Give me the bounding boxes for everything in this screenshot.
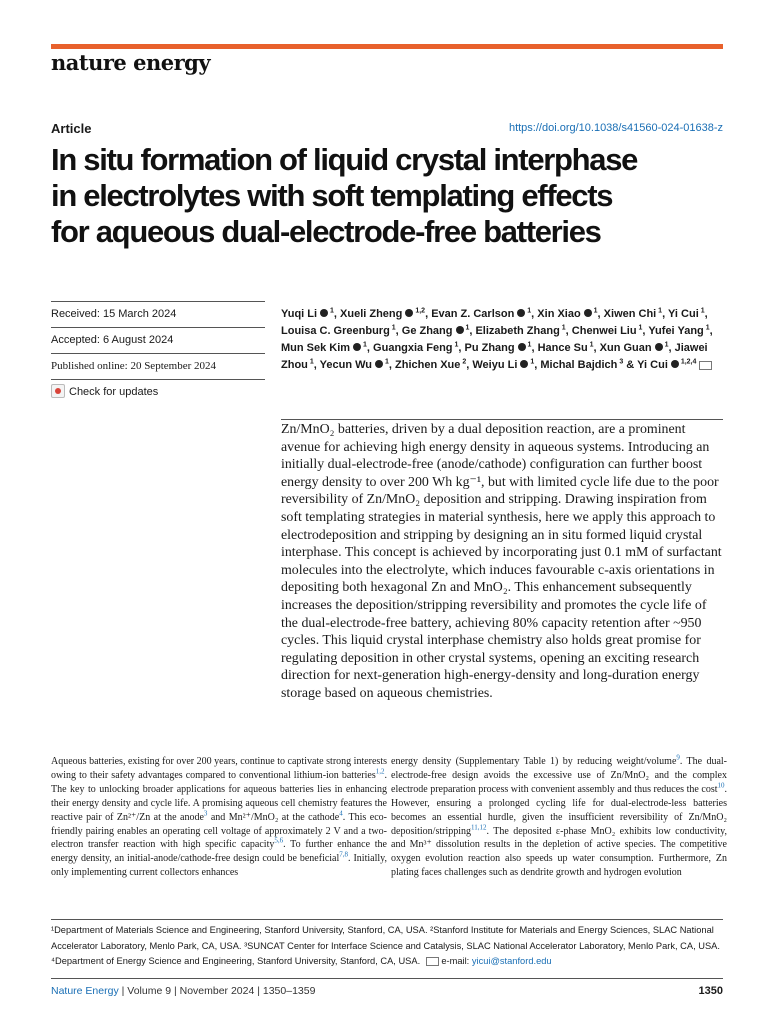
author bbox=[431, 308, 531, 320]
author-name: Ge Zhang bbox=[401, 325, 453, 337]
accepted-date: Accepted: 6 August 2024 bbox=[51, 328, 265, 354]
author-name: Mun Sek Kim bbox=[281, 342, 351, 354]
author bbox=[464, 342, 531, 354]
orcid-icon[interactable] bbox=[520, 360, 528, 368]
affiliation-marker: 2 bbox=[460, 358, 467, 366]
orcid-icon[interactable] bbox=[405, 309, 413, 317]
author-name: Elizabeth Zhang bbox=[475, 325, 560, 337]
email-label: e-mail: bbox=[441, 956, 470, 966]
author-name: Evan Z. Carlson bbox=[431, 308, 515, 320]
body-column-left: Aqueous batteries, existing for over 200 years, continue to captivate strong interests owing to their safety advantages compared to conventional lithium-ion batteries$^{1,2}$. The key to unlocking broader applications for aqueous batteries lies in enhancing their energy density and cycle life. A promising aqueous cell chemistry features the reactive pair of Zn²⁺/Zn at the anode$^3$ and Mn²⁺/MnO₂ at the cathode$^4$. This eco-friendly pairing enables an operating cell voltage of approximately 2 V and a two-electron transfer reaction with high specific capacity$^{5,6}$. To further enhance the energy density, an initial-anode/cathode-free design could be beneficial$^{7,8}$. Initially, only implementing current collectors enhances bbox=[51, 756, 387, 879]
footer-volume-info: | Volume 9 | November 2024 | 1350–1359 bbox=[118, 985, 316, 997]
affiliation-marker: 1 bbox=[389, 324, 396, 332]
affiliation-marker: 1 bbox=[361, 341, 367, 349]
author-list: Yuqi Li $^1$, Xueli Zheng $^{1,2}$, Evan Z. Carlson $^1$, Xin Xiao $^1$, Xiwen Chi $^1$, Yi Cui $^1$, Louisa C. Greenburg $^1$, Ge Zhang $^1$, Elizabeth Zhang $^1$, Chenwei Liu $^1$, Yufei Yang $^1$, Mun Sek Kim $^1$, Guangxia Feng $^1$, Pu Zhang $^1$, Hance Su $^1$, Xun Guan $^1$, Jiawei Zhou $^1$, Yecun Wu $^1$, Zhichen Xue $^2$, Weiyu Li $^1$, Michal Bajdich $^3$ & Yi Cui $^{1,2,4}$ bbox=[281, 307, 713, 371]
author bbox=[281, 308, 334, 320]
affiliation-marker: 1 bbox=[525, 341, 532, 349]
journal-name: nature energy bbox=[51, 50, 211, 75]
author-name: Yecun Wu bbox=[319, 359, 373, 371]
author bbox=[472, 359, 534, 371]
reference-link[interactable]: 7,8 bbox=[339, 851, 349, 860]
author-name: Chenwei Liu bbox=[571, 325, 637, 337]
author-name: Yi Cui bbox=[637, 359, 668, 371]
affiliation-marker: 1 bbox=[383, 358, 389, 366]
reference-link[interactable]: 9 bbox=[676, 753, 680, 762]
affiliation-marker: 1 bbox=[698, 307, 705, 315]
footer-journal: Nature Energy bbox=[51, 985, 119, 997]
affiliation-marker: 1 bbox=[463, 324, 470, 332]
affiliation-marker: 1 bbox=[591, 307, 598, 315]
author bbox=[475, 325, 565, 337]
author bbox=[281, 325, 396, 337]
author-name: Zhichen Xue bbox=[395, 359, 461, 371]
orcid-icon[interactable] bbox=[655, 343, 663, 351]
reference-link[interactable]: 3 bbox=[203, 809, 208, 818]
affiliations-divider bbox=[51, 919, 723, 920]
affiliation-marker: 1 bbox=[703, 324, 710, 332]
affiliation-marker: 1 bbox=[307, 358, 314, 366]
article-history bbox=[51, 302, 265, 405]
author bbox=[648, 325, 709, 337]
author-name: Yuqi Li bbox=[281, 308, 318, 320]
affiliations-text: ¹Department of Materials Science and Engineering, Stanford University, Stanford, CA, USA. ²Stanford Institute for Materials and Energy Sciences, SLAC National Accelerator Laboratory, Menlo Park, CA, USA. ³SUNCAT Center for Interface Science and Catalysis, SLAC National Accelerator Laboratory, Menlo Park, CA, USA. ⁴Department of Energy Science and Engineering, Stanford University, Stanford, CA, USA. bbox=[51, 925, 720, 966]
author bbox=[281, 342, 367, 354]
orcid-icon[interactable] bbox=[584, 309, 592, 317]
reference-link[interactable]: 11,12 bbox=[471, 823, 487, 832]
affiliation-marker: 1,2 bbox=[413, 307, 426, 315]
mail-icon bbox=[426, 957, 439, 966]
affiliation-marker: 1 bbox=[559, 324, 566, 332]
affiliation-marker: 1 bbox=[328, 307, 334, 315]
author-name: Yi Cui bbox=[668, 308, 699, 320]
orcid-icon[interactable] bbox=[375, 360, 383, 368]
orcid-icon[interactable] bbox=[320, 309, 328, 317]
author bbox=[395, 359, 466, 371]
orcid-icon[interactable] bbox=[518, 343, 526, 351]
affiliation-marker: 1 bbox=[525, 307, 532, 315]
author-name: Guangxia Feng bbox=[373, 342, 453, 354]
published-date: Published online: 20 September 2024 bbox=[51, 354, 265, 380]
orcid-icon[interactable] bbox=[517, 309, 525, 317]
email-link[interactable]: yicui@stanford.edu bbox=[471, 956, 552, 966]
received-date: Received: 15 March 2024 bbox=[51, 302, 265, 328]
author-name: Xun Guan bbox=[599, 342, 652, 354]
author bbox=[537, 308, 597, 320]
title-line: In situ formation of liquid crystal interphase bbox=[51, 142, 638, 177]
affiliation-marker: 1 bbox=[452, 341, 459, 349]
author bbox=[540, 359, 623, 371]
author-name: Pu Zhang bbox=[464, 342, 515, 354]
reference-link[interactable]: 5,6 bbox=[274, 837, 284, 846]
author bbox=[340, 308, 425, 320]
affiliation-marker: 3 bbox=[617, 358, 624, 366]
author-name: Yufei Yang bbox=[648, 325, 704, 337]
author-name: Hance Su bbox=[537, 342, 588, 354]
affiliation-marker: 1 bbox=[587, 341, 594, 349]
abstract: Zn/MnO₂ batteries, driven by a dual deposition reaction, are a prominent avenue for achieving high energy density in aqueous systems. Introducing an initially dual-electrode-free (anode/cathode) configuration can further boost energy density to over 200 Wh kg⁻¹, but with limited cycle life due to the poor reversibility of Zn/MnO₂ deposition and stripping. Drawing inspiration from soft templating strategies in material synthesis, here we apply this approach to electrodeposition and stripping by designing an in situ formed liquid crystal interphase. This concept is achieved by incorporating just 0.1 mM of surfactant molecules into the electrolyte, which induces favourable c-axis orientations in depositing both hexagonal Zn and MnO₂. This enhancement subsequently increases the deposition/stripping reversibility and promotes the cycle life of the dual-electrode-free battery, achieving 80% capacity retention after ~950 cycles. This liquid crystal interphase chemistry also holds great promise for regulating deposition in other crystal systems, opening an exciting research direction for next-generation high-energy-density and long-duration energy storage based on aqueous chemistries. bbox=[281, 422, 722, 701]
body-column-right: energy density (Supplementary Table 1) by reducing weight/volume$^9$. The dual-electrode-free design avoids the excessive use of Zn/MnO₂ and the complex electrode preparation process with convenient assembly and thus reduces the cost$^{10}$. However, ensuring a prolonged cycling life for dual-electrode-less batteries becomes an essential hurdle, given the insufficient reversibility of Zn/MnO₂ deposition/stripping$^{11,12}$. The deposited ε-phase MnO₂ exhibits low conductivity, and Mn³⁺ dissolution results in the depletion of active species. The competitive oxygen evolution reaction also speeds up water consumption. Furthermore, Zn plating faces challenges such as dendrite growth and hydrogen evolution bbox=[391, 753, 727, 879]
author bbox=[604, 308, 662, 320]
footer-citation bbox=[51, 985, 315, 997]
check-for-updates-label: Check for updates bbox=[69, 386, 159, 398]
title-line: in electrolytes with soft templating effects bbox=[51, 178, 613, 213]
author-name: Jiawei Zhou bbox=[281, 342, 708, 371]
author-name: Xiwen Chi bbox=[603, 308, 657, 320]
author bbox=[668, 308, 705, 320]
title-line: for aqueous dual-electrode-free batteries bbox=[51, 214, 601, 249]
author bbox=[572, 325, 643, 337]
affiliations bbox=[51, 923, 726, 970]
check-for-updates-icon bbox=[51, 384, 65, 398]
author-name: Michal Bajdich bbox=[540, 359, 618, 371]
author bbox=[600, 342, 669, 354]
check-for-updates-button[interactable] bbox=[51, 380, 265, 405]
affiliation-marker: 1 bbox=[662, 341, 669, 349]
affiliation-marker: 1 bbox=[656, 307, 663, 315]
footer-divider bbox=[51, 978, 723, 979]
affiliation-marker: 1 bbox=[636, 324, 643, 332]
abstract-divider bbox=[281, 419, 723, 420]
mail-icon[interactable] bbox=[699, 361, 712, 370]
author bbox=[320, 359, 389, 371]
page-number: 1350 bbox=[698, 985, 723, 997]
author-name: Weiyu Li bbox=[472, 359, 518, 371]
author-name: Louisa C. Greenburg bbox=[281, 325, 390, 337]
article-title bbox=[51, 142, 731, 250]
orcid-icon[interactable] bbox=[353, 343, 361, 351]
doi-link[interactable]: https://doi.org/10.1038/s41560-024-01638-z bbox=[508, 122, 723, 134]
author-name: Xueli Zheng bbox=[340, 308, 403, 320]
reference-link[interactable]: 10 bbox=[717, 781, 725, 790]
orcid-icon[interactable] bbox=[456, 326, 464, 334]
affiliation-marker: 1,2,4 bbox=[678, 358, 697, 366]
orcid-icon[interactable] bbox=[671, 360, 679, 368]
affiliation-marker: 1 bbox=[528, 358, 535, 366]
header-accent-bar bbox=[51, 44, 723, 49]
reference-link[interactable]: 4 bbox=[339, 809, 343, 818]
author bbox=[402, 325, 470, 337]
author bbox=[538, 342, 594, 354]
reference-link[interactable]: 1,2 bbox=[375, 767, 385, 776]
author bbox=[637, 359, 712, 371]
author bbox=[373, 342, 458, 354]
article-type-label: Article bbox=[51, 121, 92, 136]
author-name: Xin Xiao bbox=[537, 308, 581, 320]
